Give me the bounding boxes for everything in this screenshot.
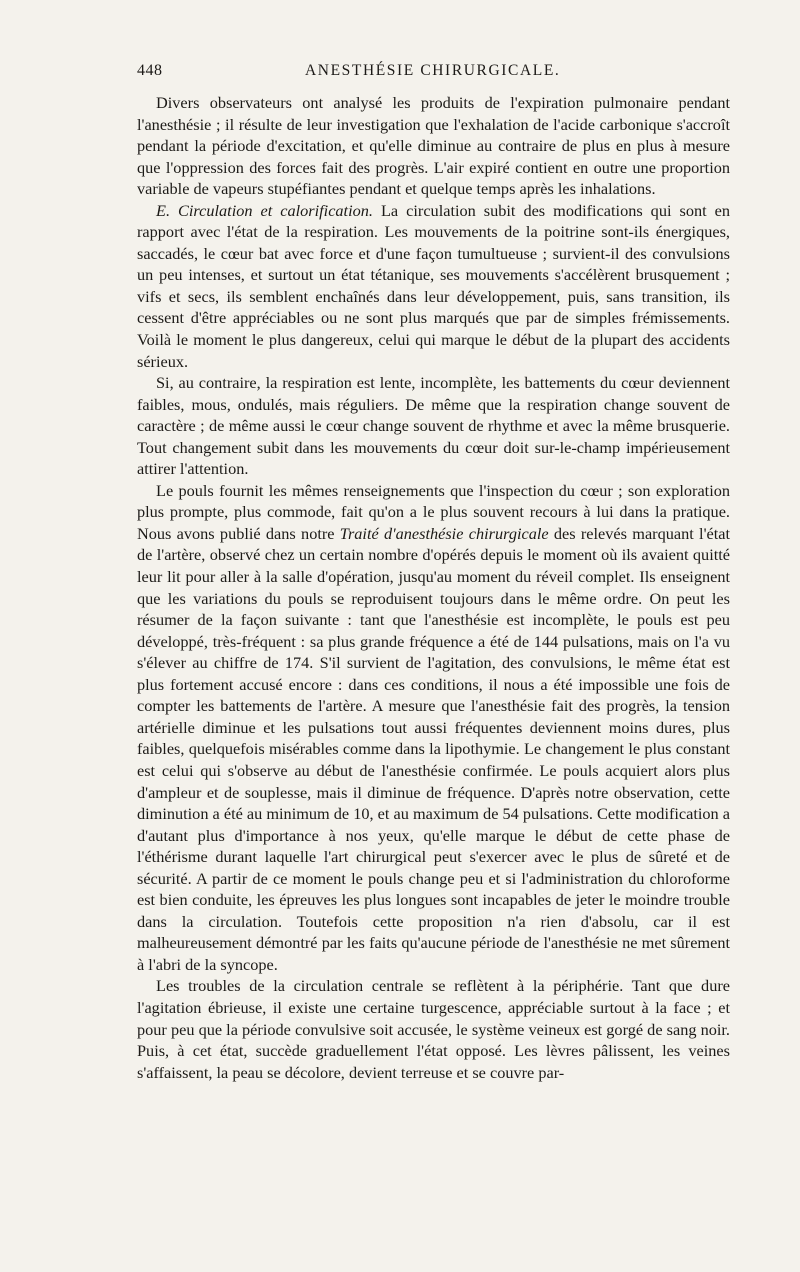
running-title: ANESTHÉSIE CHIRURGICALE. (305, 62, 561, 79)
paragraph-pouls-text-a: Le pouls fournit les mêmes renseignements que l'inspection du cœur ; son exploration plus prompte, plus commode, fait qu'on a le plus souvent recours à lui dans la pratique. Nous avons publié dans notre (137, 480, 730, 543)
running-head (137, 62, 730, 88)
page-number: 448 (137, 62, 163, 79)
cited-work-title: Traité d'anesthésie chirurgicale (339, 523, 549, 543)
paragraph-pouls-text-b: des relevés marquant l'état de l'artère, observé chez un certain nombre d'opérés depuis le moment où ils avaient quitté leur lit pour aller à la salle d'opération, jusqu'au moment du réveil complet. Ils enseignent que les variations du pouls se reproduisent toujours dans le même ordre. On peut les résumer de la façon suivante : tant que l'anesthésie est incomplète, le pouls est peu développé, très-fréquent : sa plus grande fréquence a été de 144 pulsations, mais on l'a vu s'élever au chiffre de 174. S'il survient de l'agitation, des convulsions, le même état est plus fortement accusé encore : dans ces conditions, il nous a été impossible une fois de compter les battements de l'artère. A mesure que l'anesthésie fait des progrès, la tension artérielle diminue et les pulsations tout aussi fréquentes deviennent moins dures, plus faibles, quelquefois misérables comme dans la lipothymie. Le changement le plus constant est celui qui s'observe au début de l'anesthésie confirmée. Le pouls acquiert alors plus d'ampleur et de souplesse, mais il diminue de fréquence. D'après notre observation, cette diminution a été au minimum de 10, et au maximum de 54 pulsations. Cette modification a d'autant plus d'importance à nos yeux, qu'elle marque le début de cette phase de l'éthérisme durant laquelle l'art chirurgical peut s'exercer avec le plus de sûreté et de sécurité. A partir de ce moment le pouls change peu et si l'administration du chloroforme est bien conduite, les épreuves les plus longues sont incapables de jeter le moindre trouble dans la circulation. Toutefois cette proposition n'a rien d'absolu, car il est malheureusement démontré par les faits qu'aucune période de l'anesthésie ne met sûrement à l'abri de la syncope. (137, 523, 731, 974)
paragraph-respiration-lente: Si, au contraire, la respiration est lente, incomplète, les battements du cœur deviennent faibles, mous, ondulés, mais réguliers. De même que la respiration change souvent de caractère ; de même aussi le cœur change souvent de rhythme et avec la même brusquerie. Tout changement subit dans les mouvements du cœur doit sur-le-champ impérieusement attirer l'attention. (137, 373, 730, 479)
paragraph-circulation (137, 200, 730, 372)
paragraph-circulation-text: La circulation subit des modifications qui sont en rapport avec l'état de la respiration. Les mouvements de la poitrine sont-ils énergiques, saccadés, le cœur bat avec force et d'une façon tumultueuse ; survient-il des convulsions un peu intenses, et surtout un état tétanique, ses mouvements s'accélèrent brusquement ; vifs et secs, ils semblent enchaînés dans leur développement, puis, sans transition, ils cessent d'être appréciables ou ne sont plus marqués que par de simples frémissements. Voilà le moment le plus dangereux, celui qui marque le début de la plupart des accidents sérieux. (137, 200, 731, 371)
paragraph-peripherie: Les troubles de la circulation centrale se reflètent à la périphérie. Tant que dure l'agitation ébrieuse, il existe une certaine turgescence, appréciable surtout à la face ; et pour peu que la période convulsive soit accusée, le système veineux est gorgé de sang noir. Puis, à cet état, succède graduellement l'état opposé. Les lèvres pâlissent, les veines s'affaissent, la peau se décolore, devient terreuse et se couvre par- (137, 976, 730, 1082)
paragraph-expiration: Divers observateurs ont analysé les produits de l'expiration pulmonaire pendant l'anesthésie ; il résulte de leur investigation que l'exhalation de l'acide carbonique s'accroît pendant la période d'excitation, et qu'elle diminue au contraire de plus en plus à mesure que l'oppression des forces fait des progrès. L'air expiré contient en outre une proportion variable de vapeurs stupéfiantes pendant et quelque temps après les inhalations. (137, 93, 730, 199)
paragraph-pouls (137, 480, 730, 976)
body-text (137, 92, 730, 1083)
section-heading-circulation: E. Circulation et calorification. (156, 200, 373, 220)
